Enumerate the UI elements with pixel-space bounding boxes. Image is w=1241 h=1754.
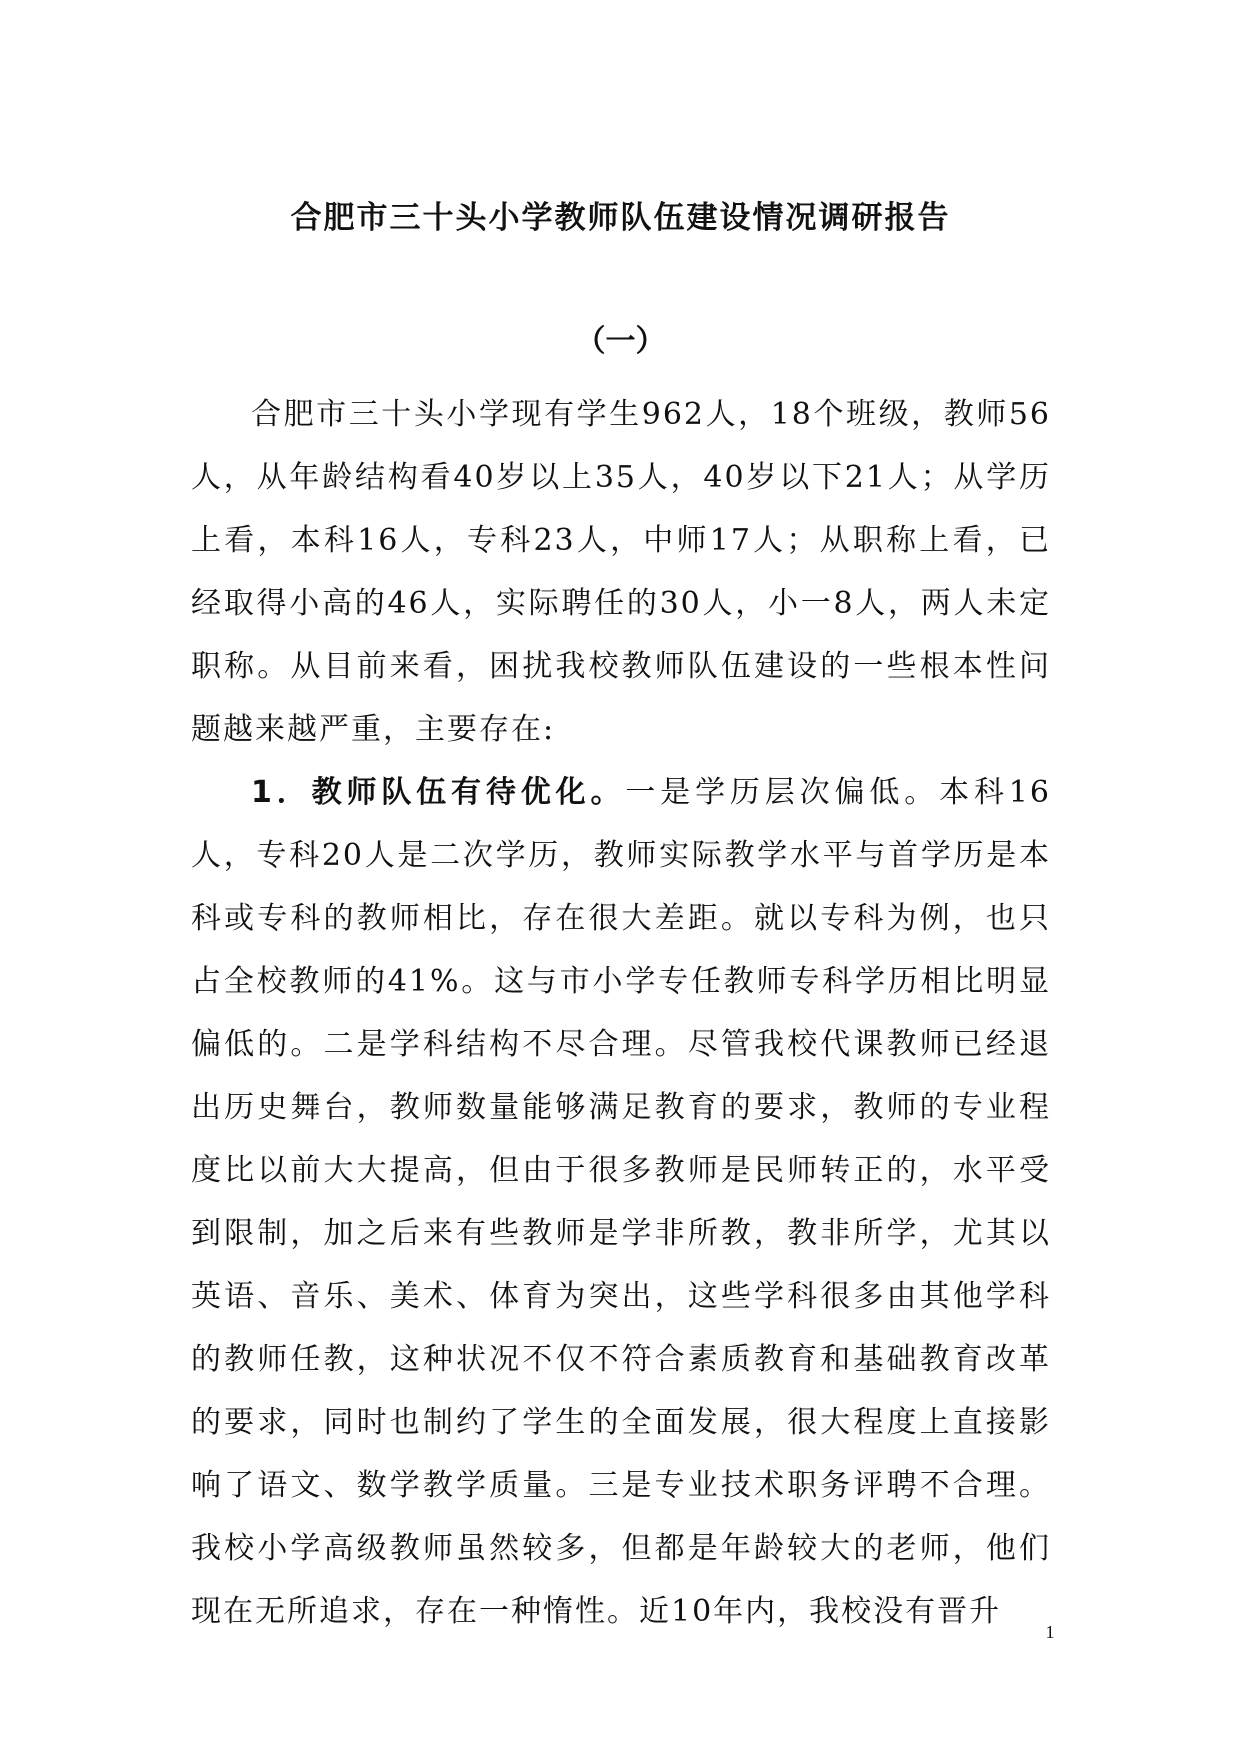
section-heading: （一）: [575, 324, 666, 359]
page-title: 合肥市三十头小学教师队伍建设情况调研报告: [290, 200, 951, 236]
document-body: [191, 383, 1051, 1643]
page-number: 1: [1045, 1622, 1055, 1642]
item-1-heading: 1．教师队伍有待优化。: [251, 775, 626, 810]
paragraph-intro: [191, 383, 1051, 761]
paragraph-intro-text: 合肥市三十头小学现有学生962人，18个班级，教师56人，从年龄结构看40岁以上35人，40岁以下21人；从学历上看，本科16人，专科23人，中师17人；从职称上看，已经取得小高的46人，实际聘任的30人，小一8人，两人未定职称。从目前来看，困扰我校教师队伍建设的一些根本性问题越来越严重，主要存在:: [191, 397, 1051, 747]
item-1-text: 一是学历层次偏低。本科16人，专科20人是二次学历，教师实际教学水平与首学历是本科或专科的教师相比，存在很大差距。就以专科为例，也只占全校教师的41%。这与市小学专任教师专科学历相比明显偏低的。二是学科结构不尽合理。尽管我校代课教师已经退出历史舞台，教师数量能够满足教育的要求，教师的专业程度比以前大大提高，但由于很多教师是民师转正的，水平受到限制，加之后来有些教师是学非所教，教非所学，尤其以英语、音乐、美术、体育为突出，这些学科很多由其他学科的教师任教，这种状况不仅不符合素质教育和基础教育改革的要求，同时也制约了学生的全面发展，很大程度上直接影响了语文、数学教学质量。三是专业技术职务评聘不合理。我校小学高级教师虽然较多，但都是年龄较大的老师，他们现在无所追求，存在一种惰性。近10年内，我校没有晋升: [191, 775, 1051, 1629]
paragraph-item-1: [191, 761, 1051, 1643]
